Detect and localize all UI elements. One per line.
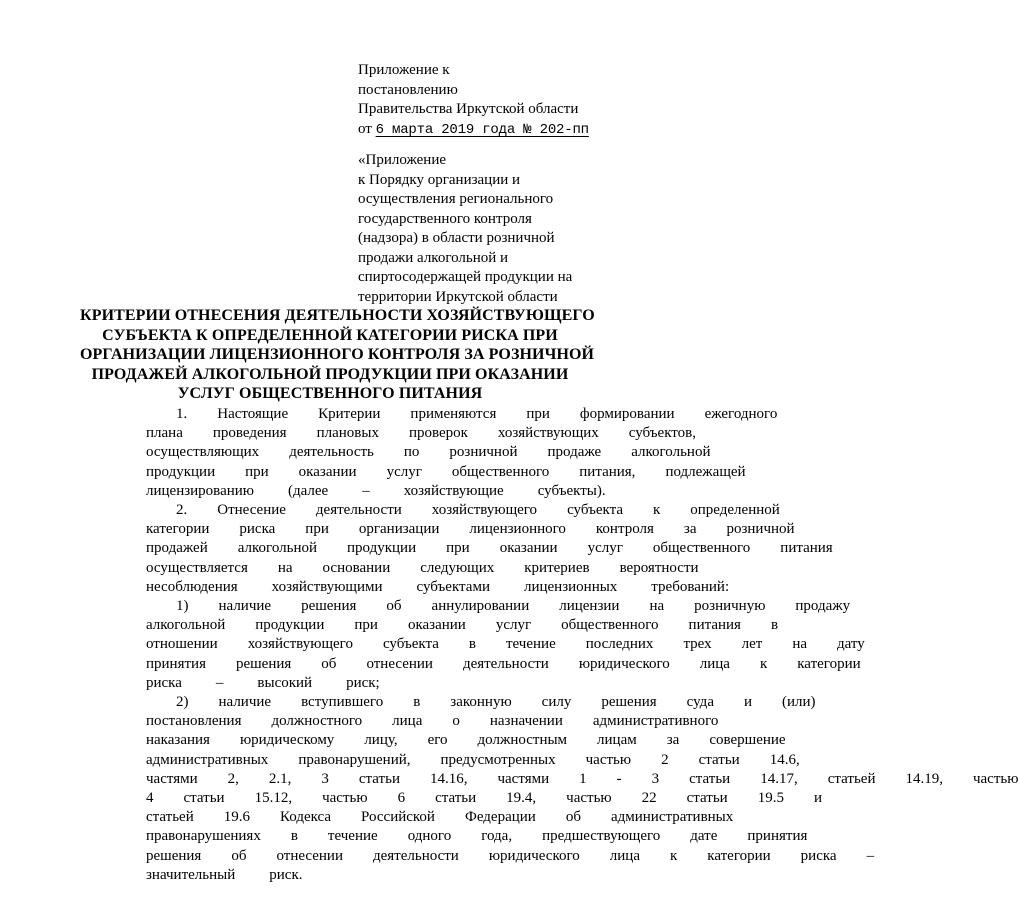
body-line: 1) наличие решения об аннулировании лицензии на розничную продажу (176, 598, 851, 615)
appendix-line: «Приложение (358, 152, 447, 168)
body-line: отношении хозяйствующего субъекта в течение последних трех лет на дату (146, 636, 865, 653)
title-line: ОРГАНИЗАЦИИ ЛИЦЕНЗИОННОГО КОНТРОЛЯ ЗА РОЗНИЧНОЙ (80, 346, 595, 364)
body-line: алкогольной продукции при оказании услуг общественного питания в (146, 617, 779, 634)
body-line: 4 статьи 15.12, частью 6 статьи 19.4, частью 22 статьи 19.5 и (146, 790, 822, 807)
title-line: КРИТЕРИИ ОТНЕСЕНИЯ ДЕЯТЕЛЬНОСТИ ХОЗЯЙСТВУЮЩЕГО (80, 307, 595, 324)
paragraph-3 (116, 597, 865, 693)
appendix-line: осуществления регионального (358, 191, 554, 207)
document-title (80, 306, 595, 404)
body-line: продукции при оказании услуг общественного питания, подлежащей (146, 463, 746, 480)
body-line: 2) наличие вступившего в законную силу решения суда и (или) (176, 694, 816, 711)
body-line: лицензированию (далее – хозяйствующие субъекты). (146, 482, 606, 499)
body-line: административных правонарушений, предусмотренных частью 2 статьи 14.6, (146, 751, 800, 768)
body-line: риска – высокий риск; (146, 674, 380, 691)
body-line: категории риска при организации лицензионного контроля за розничной (146, 521, 795, 538)
approval-header (358, 61, 608, 140)
body-line: осуществляющих деятельность по розничной продаже алкогольной (146, 444, 711, 461)
paragraph-2 (116, 501, 833, 597)
body-line: частями 2, 2.1, 3 статьи 14.16, частями 1 - 3 статьи 14.17, статьей 14.19, частью (146, 770, 1018, 787)
body-line: 1. Настоящие Критерии применяются при формировании ежегодного (176, 406, 778, 422)
body-line: постановления должностного лица о назначении административного (146, 713, 719, 730)
body-line: продажей алкогольной продукции при оказании услуг общественного питания (146, 540, 833, 557)
body-line: наказания юридическому лицу, его должностным лицам за совершение (146, 732, 786, 749)
paragraph-4 (116, 693, 1018, 885)
document-body (116, 405, 1018, 885)
body-line: правонарушениях в течение одного года, предшествующего дате принятия (146, 828, 808, 845)
body-line: несоблюдения хозяйствующими субъектами лицензионных требований: (146, 578, 730, 595)
appendix-line: государственного контроля (358, 210, 532, 227)
appendix-line: территории Иркутской области (358, 288, 558, 305)
appendix-line: спиртосодержащей продукции на (358, 269, 573, 285)
appendix-line: (надзора) в области розничной (358, 230, 555, 246)
body-line: осуществляется на основании следующих критериев вероятности (146, 559, 699, 576)
header-line-1: Приложение к (358, 62, 450, 78)
date-prefix: от (358, 120, 372, 137)
header-line-3: Правительства Иркутской области (358, 101, 579, 117)
body-line: статьей 19.6 Кодекса Российской Федерации об административных (146, 809, 734, 826)
body-line: плана проведения плановых проверок хозяйствующих субъектов, (146, 425, 696, 442)
date-value: 6 марта 2019 года № 202-пп (375, 121, 589, 138)
title-line: УСЛУГ ОБЩЕСТВЕННОГО ПИТАНИЯ (177, 385, 483, 403)
header-line-2: постановлению (358, 81, 458, 98)
appendix-line: продажи алкогольной и (358, 249, 509, 266)
header-date-line (358, 120, 608, 141)
body-line: решения об отнесении деятельности юридического лица к категории риска – (146, 847, 875, 864)
body-line: принятия решения об отнесении деятельности юридического лица к категории (146, 655, 861, 672)
body-line: значительный риск. (146, 866, 303, 883)
paragraph-1 (116, 405, 778, 501)
body-line: 2. Отнесение деятельности хозяйствующего субъекта к определенной (176, 502, 780, 519)
title-line: СУБЪЕКТА К ОПРЕДЕЛЕННОЙ КАТЕГОРИИ РИСКА ПРИ (102, 326, 558, 344)
title-line: ПРОДАЖЕЙ АЛКОГОЛЬНОЙ ПРОДУКЦИИ ПРИ ОКАЗАНИИ (91, 365, 569, 383)
appendix-reference (358, 151, 598, 307)
appendix-line: к Порядку организации и (358, 171, 521, 188)
